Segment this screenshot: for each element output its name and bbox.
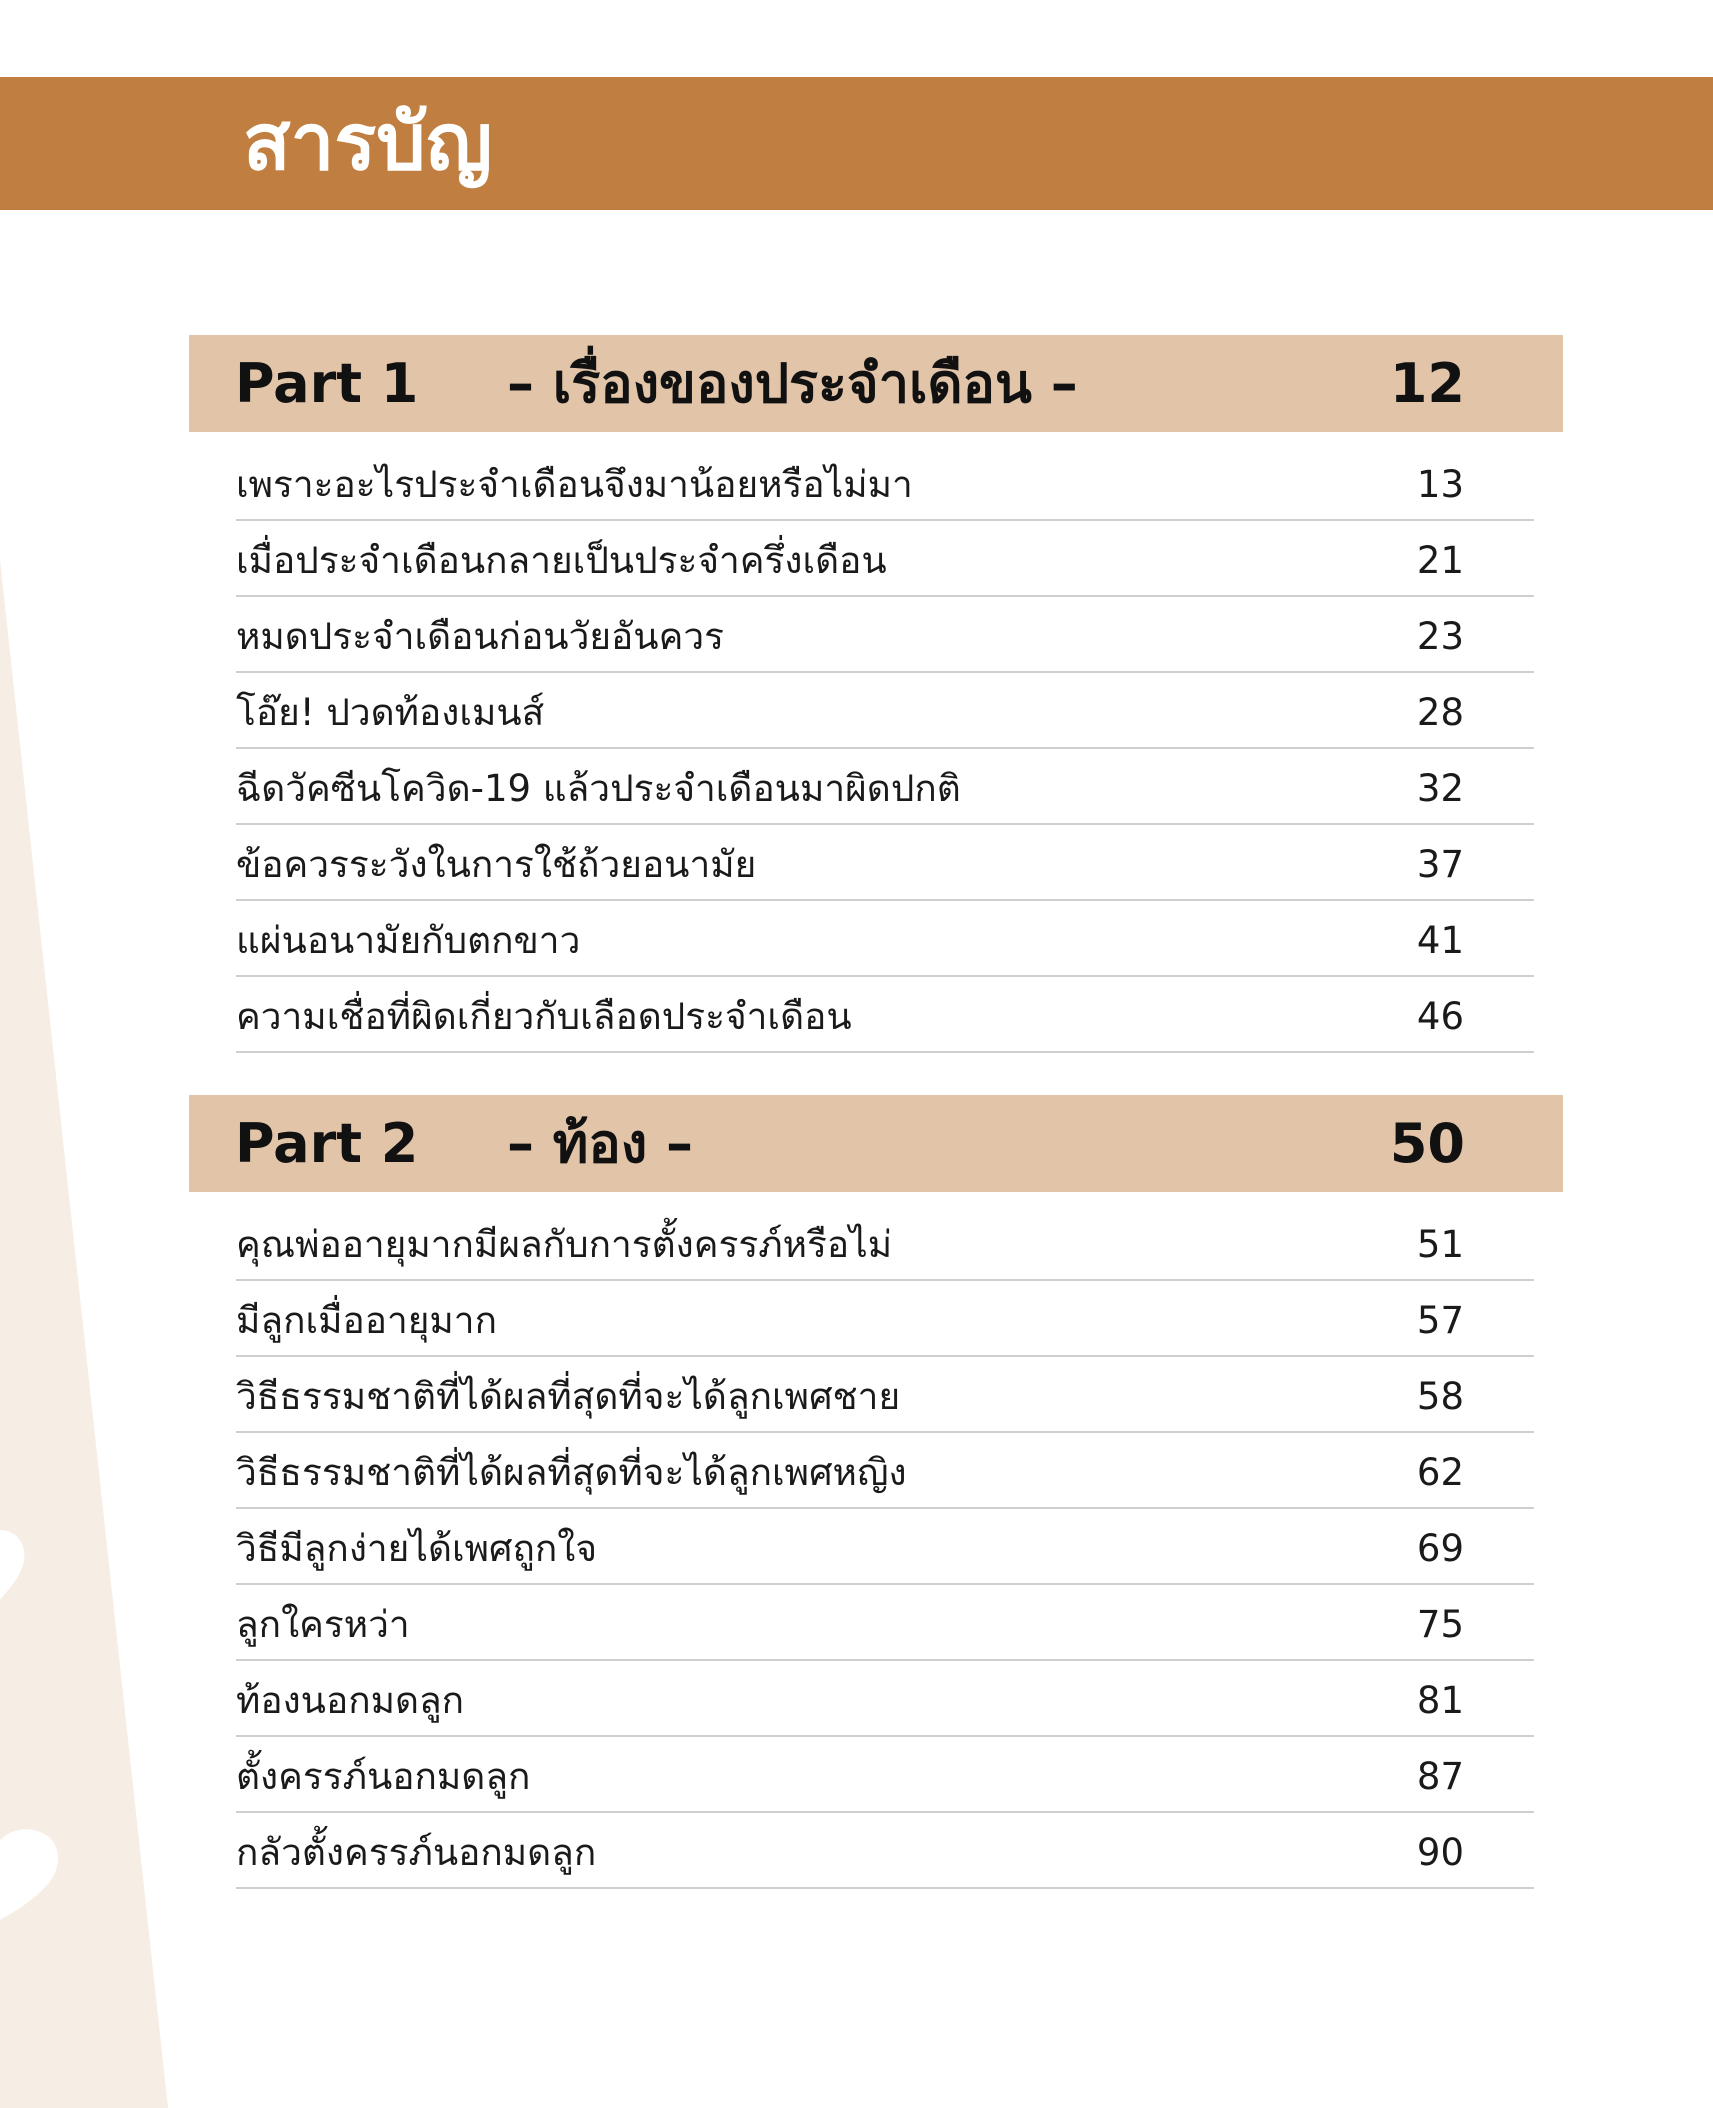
entry-page-number: 75: [1416, 1603, 1464, 1646]
toc-entry: [236, 1357, 1534, 1433]
toc-entry: [236, 1205, 1534, 1281]
toc-entry: [236, 1433, 1534, 1509]
entry-list: [189, 445, 1563, 1053]
toc-entry: [236, 1661, 1534, 1737]
entry-page-number: 46: [1416, 995, 1464, 1038]
toc-entry: [236, 1509, 1534, 1585]
page-title: สารบัญ: [243, 98, 493, 188]
entry-title: ลูกใครหว่า: [236, 1603, 410, 1646]
toc-entry: [236, 1813, 1534, 1889]
entry-page-number: 81: [1416, 1679, 1464, 1722]
entry-title: แผ่นอนามัยกับตกขาว: [236, 919, 581, 962]
entry-title: คุณพ่ออายุมากมีผลกับการตั้งครรภ์หรือไม่: [236, 1223, 893, 1266]
entry-page-number: 28: [1416, 691, 1464, 734]
entry-title: ข้อควรระวังในการใช้ถ้วยอนามัย: [236, 843, 757, 886]
entry-page-number: 69: [1416, 1527, 1464, 1570]
entry-title: เพราะอะไรประจำเดือนจึงมาน้อยหรือไม่มา: [236, 463, 913, 506]
entry-title: วิธีธรรมชาติที่ได้ผลที่สุดที่จะได้ลูกเพศชาย: [236, 1375, 901, 1418]
entry-title: ตั้งครรภ์นอกมดลูก: [236, 1755, 531, 1798]
toc-entry: [236, 1281, 1534, 1357]
part-header: [189, 335, 1563, 432]
toc-entry: [236, 1585, 1534, 1661]
part-title: – ท้อง –: [507, 1112, 693, 1175]
entry-page-number: 32: [1416, 767, 1464, 810]
toc-entry: [236, 977, 1534, 1053]
part-section-2: [189, 1095, 1563, 1889]
entry-title: วิธีธรรมชาติที่ได้ผลที่สุดที่จะได้ลูกเพศหญิง: [236, 1451, 907, 1494]
toc-entry: [236, 749, 1534, 825]
entry-title: ความเชื่อที่ผิดเกี่ยวกับเลือดประจำเดือน: [236, 995, 852, 1038]
entry-title: วิธีมีลูกง่ายได้เพศถูกใจ: [236, 1527, 598, 1570]
entry-title: ฉีดวัคซีนโควิด-19 แล้วประจำเดือนมาผิดปกติ: [236, 767, 961, 810]
entry-page-number: 23: [1416, 615, 1464, 658]
part-header: [189, 1095, 1563, 1192]
toc-entry: [236, 1737, 1534, 1813]
entry-page-number: 21: [1416, 539, 1464, 582]
entry-page-number: 13: [1416, 463, 1464, 506]
part-page-number: 12: [1389, 352, 1465, 415]
header-band: [0, 77, 1713, 210]
entry-page-number: 37: [1416, 843, 1464, 886]
table-of-contents: [189, 335, 1563, 1889]
entry-list: [189, 1205, 1563, 1889]
entry-page-number: 57: [1416, 1299, 1464, 1342]
part-label: Part 2: [235, 1112, 419, 1175]
toc-entry: [236, 673, 1534, 749]
entry-page-number: 90: [1416, 1831, 1464, 1874]
entry-page-number: 62: [1416, 1451, 1464, 1494]
entry-title: หมดประจำเดือนก่อนวัยอันควร: [236, 615, 724, 658]
entry-page-number: 58: [1416, 1375, 1464, 1418]
toc-entry: [236, 901, 1534, 977]
entry-title: ท้องนอกมดลูก: [236, 1679, 465, 1722]
part-title: – เรื่องของประจำเดือน –: [507, 352, 1078, 415]
part-page-number: 50: [1389, 1112, 1465, 1175]
entry-page-number: 51: [1416, 1223, 1464, 1266]
entry-title: โอ๊ย! ปวดท้องเมนส์: [236, 691, 545, 734]
entry-title: มีลูกเมื่ออายุมาก: [236, 1299, 497, 1342]
part-label: Part 1: [235, 352, 419, 415]
toc-entry: [236, 445, 1534, 521]
part-section-1: [189, 335, 1563, 1053]
toc-entry: [236, 825, 1534, 901]
toc-entry: [236, 597, 1534, 673]
entry-page-number: 87: [1416, 1755, 1464, 1798]
entry-title: กลัวตั้งครรภ์นอกมดลูก: [236, 1831, 597, 1874]
toc-entry: [236, 521, 1534, 597]
entry-page-number: 41: [1416, 919, 1464, 962]
section-spacer: [189, 1053, 1563, 1095]
entry-title: เมื่อประจำเดือนกลายเป็นประจำครึ่งเดือน: [236, 539, 887, 582]
